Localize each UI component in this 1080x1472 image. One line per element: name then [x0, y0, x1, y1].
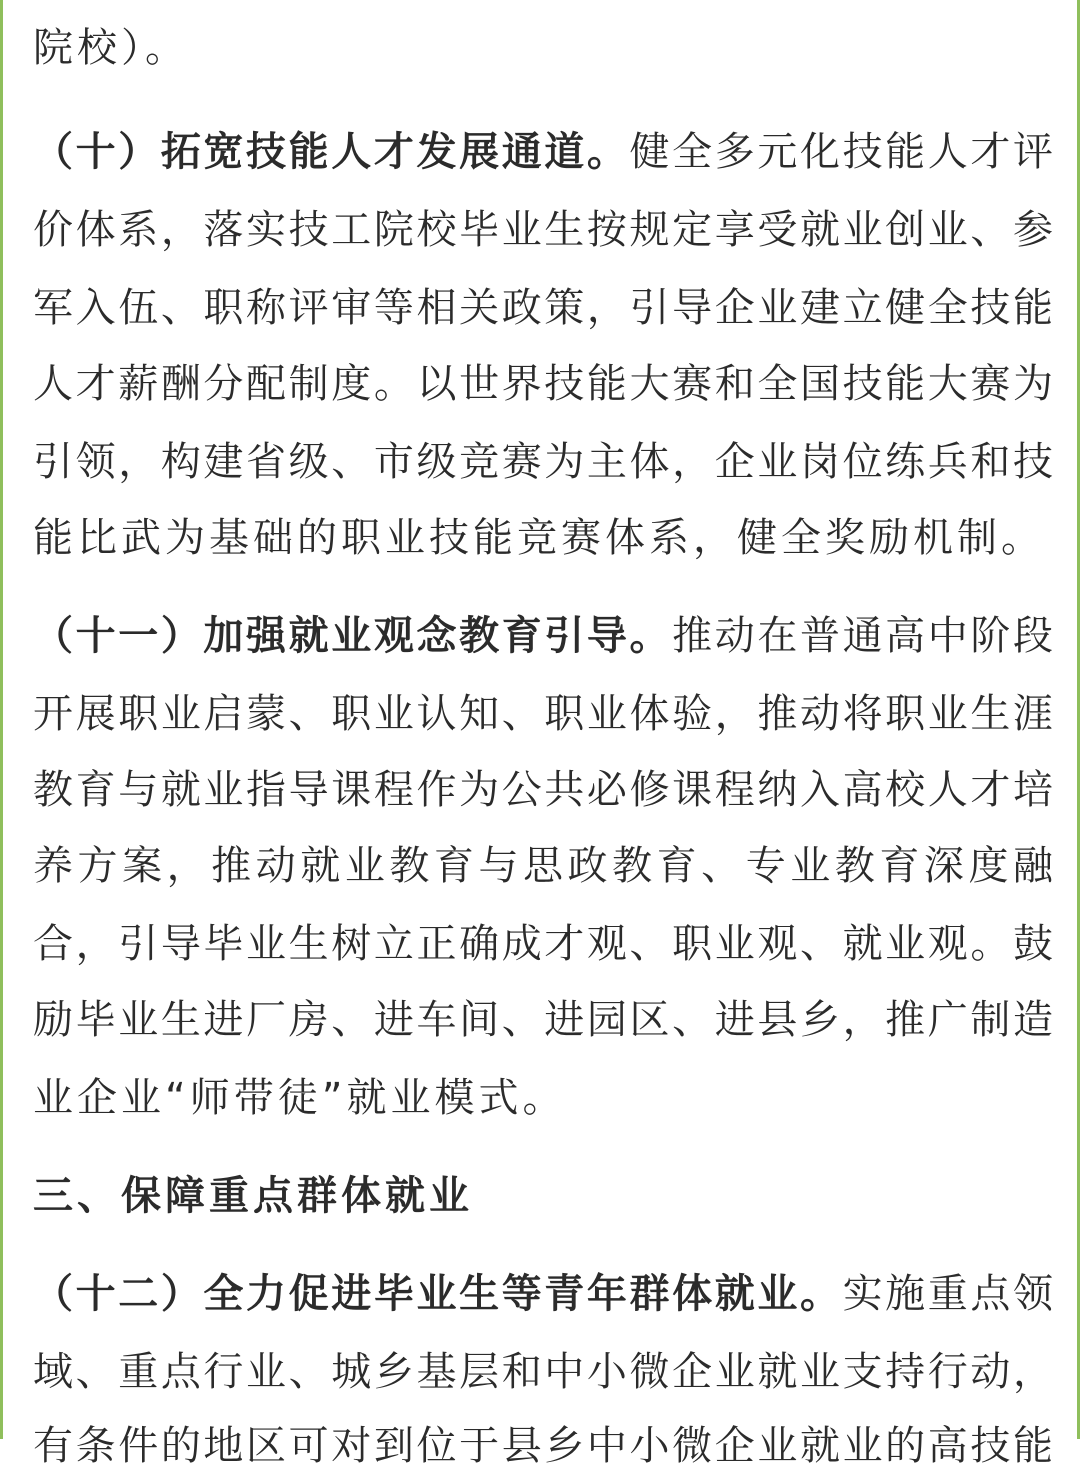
- text-line: 军入伍、职称评审等相关政策，引导企业建立健全技能: [33, 285, 1053, 331]
- paragraph-heading: （十）拓宽技能人才发展通道。: [33, 129, 630, 175]
- paragraph-heading: （十二）全力促进毕业生等青年群体就业。: [33, 1271, 843, 1317]
- text-line: 教育与就业指导课程作为公共必修课程纳入高校人才培: [33, 767, 1053, 813]
- text-line: 院校）。: [33, 25, 189, 71]
- text-line: 业企业“师带徒”就业模式。: [33, 1075, 567, 1121]
- text-line: 合，引导毕业生树立正确成才观、职业观、就业观。鼓: [33, 921, 1053, 967]
- text-line: 引领，构建省级、市级竞赛为主体，企业岗位练兵和技: [33, 439, 1053, 485]
- text-line: 域、重点行业、城乡基层和中小微企业就业支持行动，: [33, 1349, 1053, 1395]
- text-line: 能比武为基础的职业技能竞赛体系，健全奖励机制。: [33, 515, 1045, 561]
- paragraph-heading: （十一）加强就业观念教育引导。: [33, 613, 673, 659]
- text-line: 价体系，落实技工院校毕业生按规定享受就业创业、参: [33, 207, 1053, 253]
- text-line: 养方案，推动就业教育与思政教育、专业教育深度融: [33, 843, 1053, 889]
- paragraph-12-first-line: （十二）全力促进毕业生等青年群体就业。实施重点领: [33, 1271, 1054, 1317]
- document-page: [3, 0, 1077, 1469]
- text-line-partial: 有条件的地区可对到位于县乡中小微企业就业的高技能: [33, 1423, 1053, 1469]
- text-line: 开展职业启蒙、职业认知、职业体验，推动将职业生涯: [33, 691, 1053, 737]
- section-title: 三、保障重点群体就业: [33, 1173, 473, 1219]
- paragraph-11-first-line: （十一）加强就业观念教育引导。推动在普通高中阶段: [33, 613, 1054, 659]
- paragraph-10-first-line: （十）拓宽技能人才发展通道。健全多元化技能人才评: [33, 129, 1054, 175]
- text-line: 人才薪酬分配制度。以世界技能大赛和全国技能大赛为: [33, 361, 1053, 407]
- text-line: 励毕业生进厂房、进车间、进园区、进县乡，推广制造: [33, 997, 1053, 1043]
